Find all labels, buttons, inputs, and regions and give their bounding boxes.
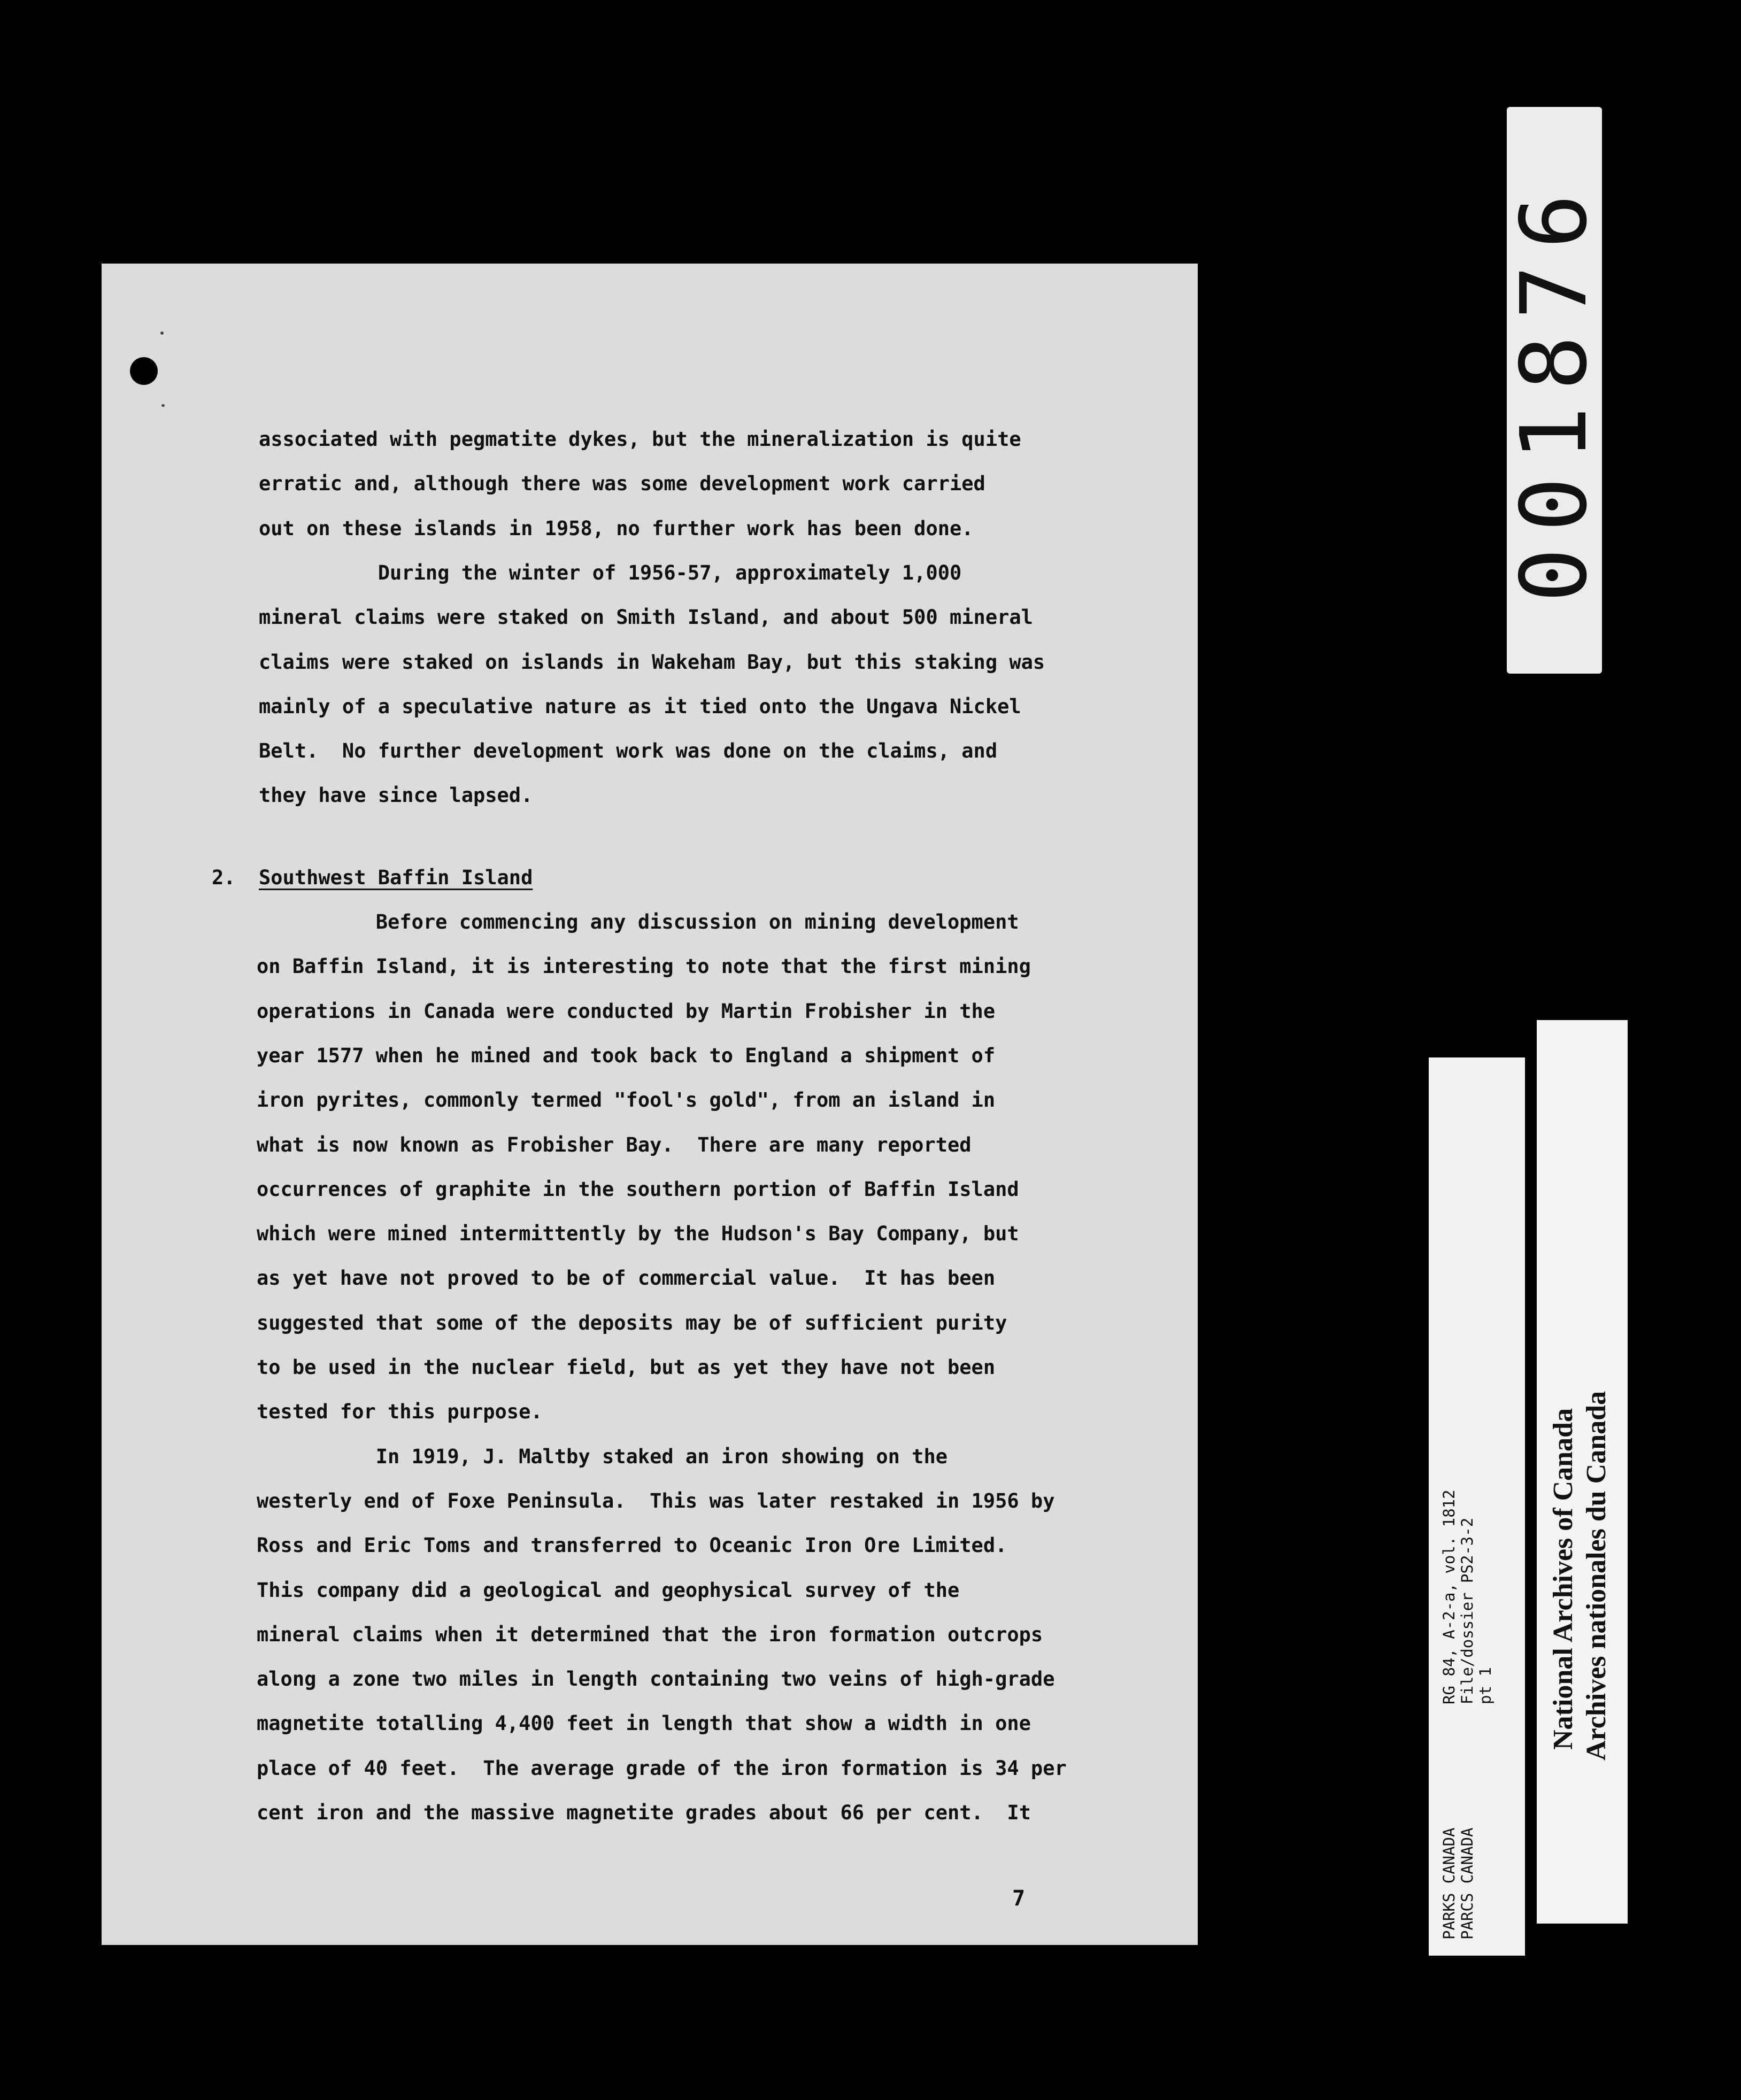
body-text-line: mineral claims when it determined that the iron formation outcrops: [257, 1623, 1043, 1646]
body-text-line: This company did a geological and geophysical survey of the: [257, 1578, 960, 1602]
body-text-line: iron pyrites, commonly termed "fool's gold", from an island in: [257, 1088, 996, 1112]
body-text-line: which were mined intermittently by the Hudson's Bay Company, but: [257, 1222, 1019, 1246]
frame-counter: 001876: [1501, 177, 1607, 603]
body-text-line: as yet have not proved to be of commercial value. It has been: [257, 1267, 996, 1290]
reference-label: [1429, 1057, 1525, 1956]
reference-line: pt 1: [1476, 1667, 1495, 1704]
body-text-line: Before commencing any discussion on mining development: [257, 910, 1019, 933]
body-text-line: cent iron and the massive magnetite grades about 66 per cent. It: [257, 1801, 1031, 1824]
frame-counter-strip: [1501, 107, 1607, 674]
body-text-line: what is now known as Frobisher Bay. There are many reported: [257, 1133, 972, 1156]
speck-mark: [160, 331, 164, 335]
body-text-line: claims were staked on islands in Wakeham Bay, but this staking was: [259, 650, 1045, 674]
body-text-line: erratic and, although there was some development work carried: [259, 472, 985, 496]
body-text-line: westerly end of Foxe Peninsula. This was later restaked in 1956 by: [257, 1489, 1055, 1512]
archives-line: National Archives of Canada: [1548, 1408, 1578, 1750]
body-text-line: tested for this purpose.: [257, 1400, 543, 1424]
body-text-line: Ross and Eric Toms and transferred to Oceanic Iron Ore Limited.: [257, 1534, 1007, 1557]
archives-line: Archives nationales du Canada: [1581, 1391, 1612, 1761]
body-text-line: operations in Canada were conducted by Martin Frobisher in the: [257, 999, 996, 1023]
body-text-line: Belt. No further development work was done on the claims, and: [259, 739, 998, 763]
speck-mark: [161, 404, 165, 407]
body-text-line: During the winter of 1956-57, approximately 1,000: [259, 561, 962, 584]
reference-line: PARCS CANADA: [1458, 1827, 1476, 1940]
body-text-line: In 1919, J. Maltby staked an iron showing on the: [257, 1445, 948, 1468]
body-text-line: out on these islands in 1958, no further work has been done.: [259, 516, 974, 540]
body-text-line: occurrences of graphite in the southern portion of Baffin Island: [257, 1177, 1019, 1201]
body-text-line: along a zone two miles in length containing two veins of high-grade: [257, 1667, 1055, 1691]
page-number: 7: [1012, 1886, 1026, 1911]
section-heading: Southwest Baffin Island: [259, 866, 533, 889]
reference-line: File/dossier PS2-3-2: [1458, 1517, 1476, 1704]
body-text-line: place of 40 feet. The average grade of the iron formation is 34 per: [257, 1756, 1067, 1780]
body-text-line: year 1577 when he mined and took back to England a shipment of: [257, 1044, 996, 1067]
reference-line: RG 84, A-2-a, vol. 1812: [1440, 1489, 1458, 1704]
archives-label: [1537, 1020, 1628, 1924]
punch-hole: [130, 357, 158, 385]
reference-line: PARKS CANADA: [1440, 1827, 1458, 1940]
section-number: 2.: [212, 866, 236, 889]
body-text-line: mineral claims were staked on Smith Island, and about 500 mineral: [259, 606, 1033, 629]
body-text-line: they have since lapsed.: [259, 784, 533, 807]
body-text-line: associated with pegmatite dykes, but the mineralization is quite: [259, 428, 1021, 451]
body-text-line: mainly of a speculative nature as it tied onto the Ungava Nickel: [259, 694, 1021, 718]
body-text-line: to be used in the nuclear field, but as yet they have not been: [257, 1356, 996, 1379]
body-text-line: magnetite totalling 4,400 feet in length that show a width in one: [257, 1712, 1031, 1735]
body-text-line: suggested that some of the deposits may be of sufficient purity: [257, 1311, 1007, 1334]
body-text-line: on Baffin Island, it is interesting to note that the first mining: [257, 955, 1031, 978]
